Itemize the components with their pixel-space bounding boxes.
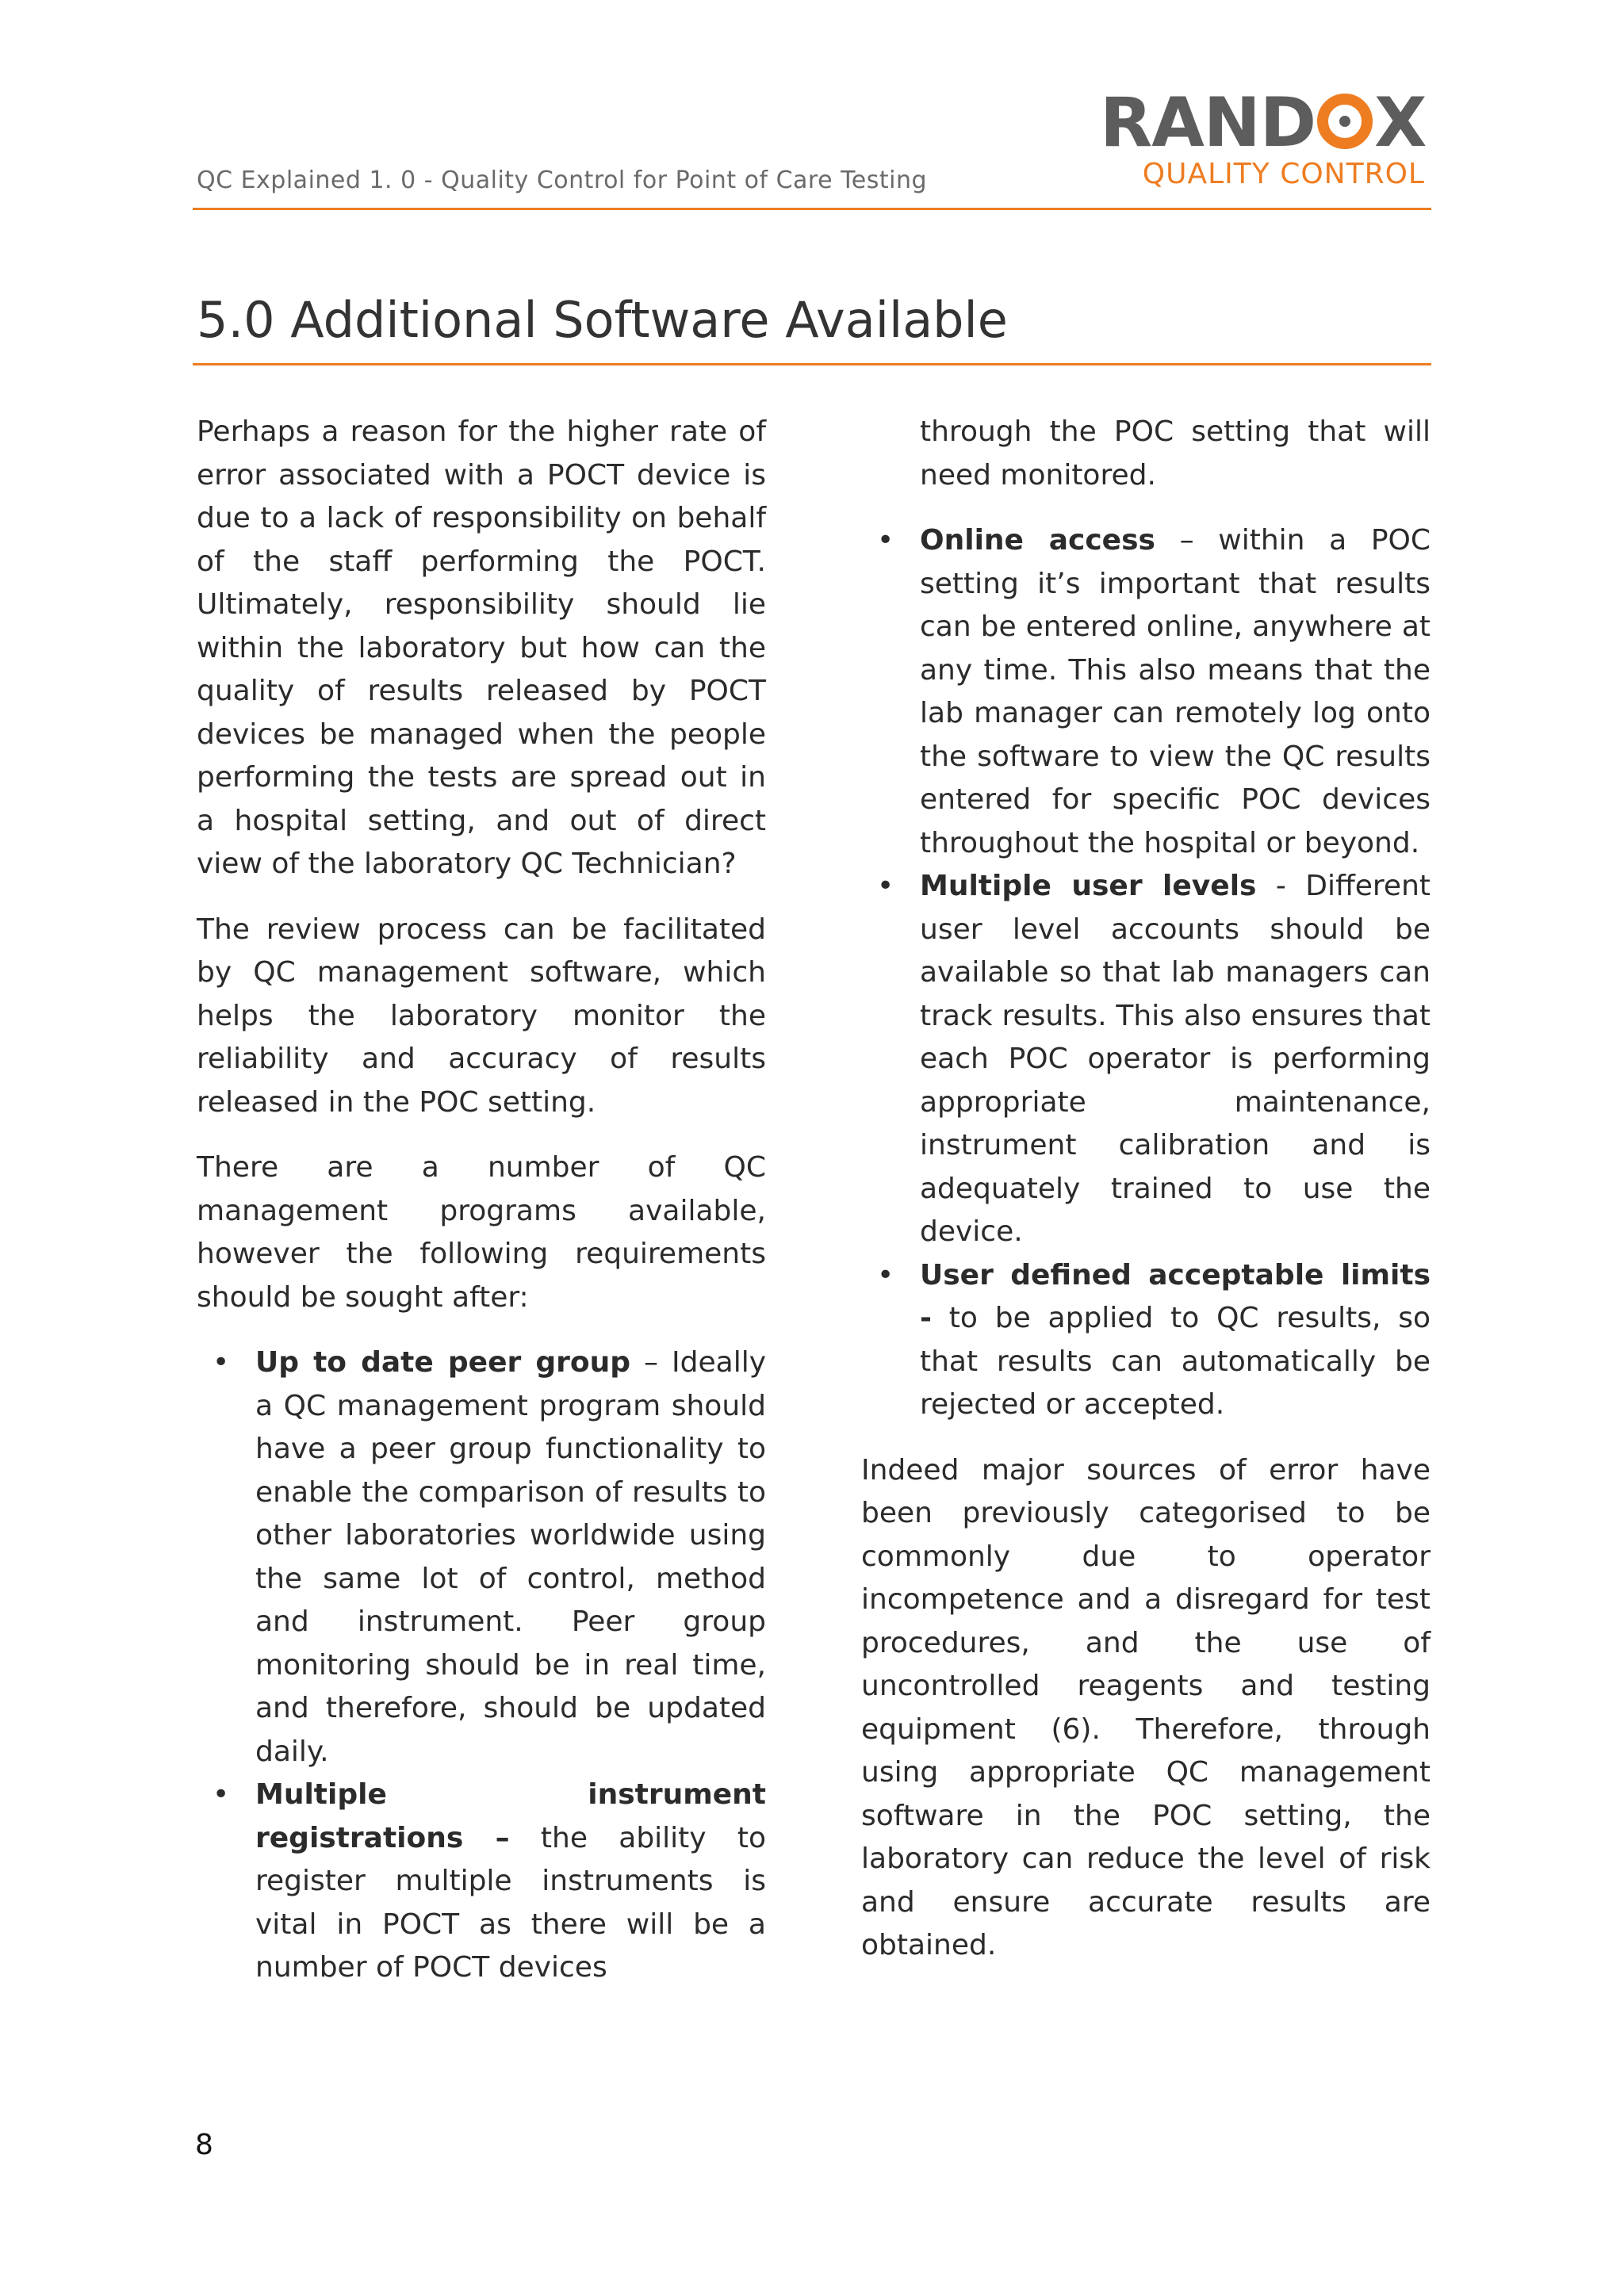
list-item-heading: Multiple instrument registrations – (255, 1778, 766, 1854)
list-item (197, 1341, 766, 1774)
list-item-heading: Up to date peer group (255, 1346, 631, 1379)
list-item-text: - Different user level accounts should be available so that lab managers can track results. This also ensures that each POC operator is performing appropriate maintenance, instrument calibration and is adequately trained to use the device. (920, 870, 1431, 1248)
bullet-icon: • (877, 524, 894, 557)
page-number: 8 (195, 2129, 213, 2161)
logo-target-icon (1317, 94, 1373, 149)
list-item (197, 1774, 766, 1990)
list-item-heading: Online access (920, 524, 1155, 557)
list-item-text: – within a POC setting it’s important that results can be entered online, anywhere at any time. This also means that the lab manager can remotely log onto the software to view the QC results entered for specific POC devices throughout the hospital or beyond. (920, 524, 1431, 859)
bullet-icon: • (213, 1778, 230, 1811)
section-title: 5.0 Additional Software Available (197, 291, 1008, 349)
right-column (861, 411, 1431, 1990)
list-item-continuation: through the POC setting that will need monitored. (920, 415, 1431, 492)
left-column (197, 411, 766, 2012)
bullet-icon: • (213, 1346, 230, 1379)
list-item-heading: User defined acceptable limits - (920, 1258, 1431, 1334)
paragraph: Indeed major sources of error have been previously categorised to be commonly due to operator incompetence and a disregard for test procedures, and the use of uncontrolled reagents and testing equipment (6). Therefore, through using appropriate QC management software in the POC setting, the laboratory can reduce the level of risk and ensure accurate results are obtained. (861, 1453, 1431, 1961)
list-item (861, 865, 1431, 1254)
header-title: QC Explained 1. 0 - Quality Control for Point of Care Testing (197, 166, 928, 194)
paragraph: The review process can be facilitated by QC management software, which helps the laboratory monitor the reliability and accuracy of results released in the POC setting. (197, 913, 766, 1119)
logo-wordmark (1100, 83, 1427, 163)
list-item (861, 519, 1431, 865)
list-item (861, 1254, 1431, 1427)
page-header (193, 83, 1431, 211)
bullet-icon: • (877, 1258, 894, 1292)
list-item-text: to be applied to QC results, so that results can automatically be rejected or accepted. (920, 1302, 1431, 1421)
bullet-icon: • (877, 870, 894, 902)
section-divider (193, 363, 1431, 365)
header-divider (193, 208, 1431, 210)
logo-word-part1: RAND (1100, 83, 1316, 163)
paragraph: Perhaps a reason for the higher rate of error associated with a POCT device is due to a lack of responsibility on behalf of the staff performing the POCT. Ultimately, responsibility should lie within the laboratory but how can the quality of results released by POCT devices be managed when the people performing the tests are spread out in a hospital setting, and out of direct view of the laboratory QC Technician? (197, 415, 766, 880)
logo-subtitle: QUALITY CONTROL (1142, 158, 1425, 190)
requirements-list (197, 1341, 766, 1990)
randox-logo (1100, 83, 1427, 190)
list-item-text: the ability to register multiple instruments is vital in POCT as there will be a number of POCT devices (255, 1821, 766, 1984)
list-item-heading: Multiple user levels (920, 870, 1257, 902)
paragraph: There are a number of QC management programs available, however the following requirements should be sought after: (197, 1151, 766, 1314)
list-item-text: – Ideally a QC management program should have a peer group functionality to enable the comparison of results to other laboratories worldwide using the same lot of control, method and instrument. Peer group monitoring should be in real time, and therefore, should be updated daily. (255, 1346, 767, 1768)
logo-word-part2: X (1374, 83, 1427, 163)
requirements-list-continued (861, 519, 1431, 1427)
